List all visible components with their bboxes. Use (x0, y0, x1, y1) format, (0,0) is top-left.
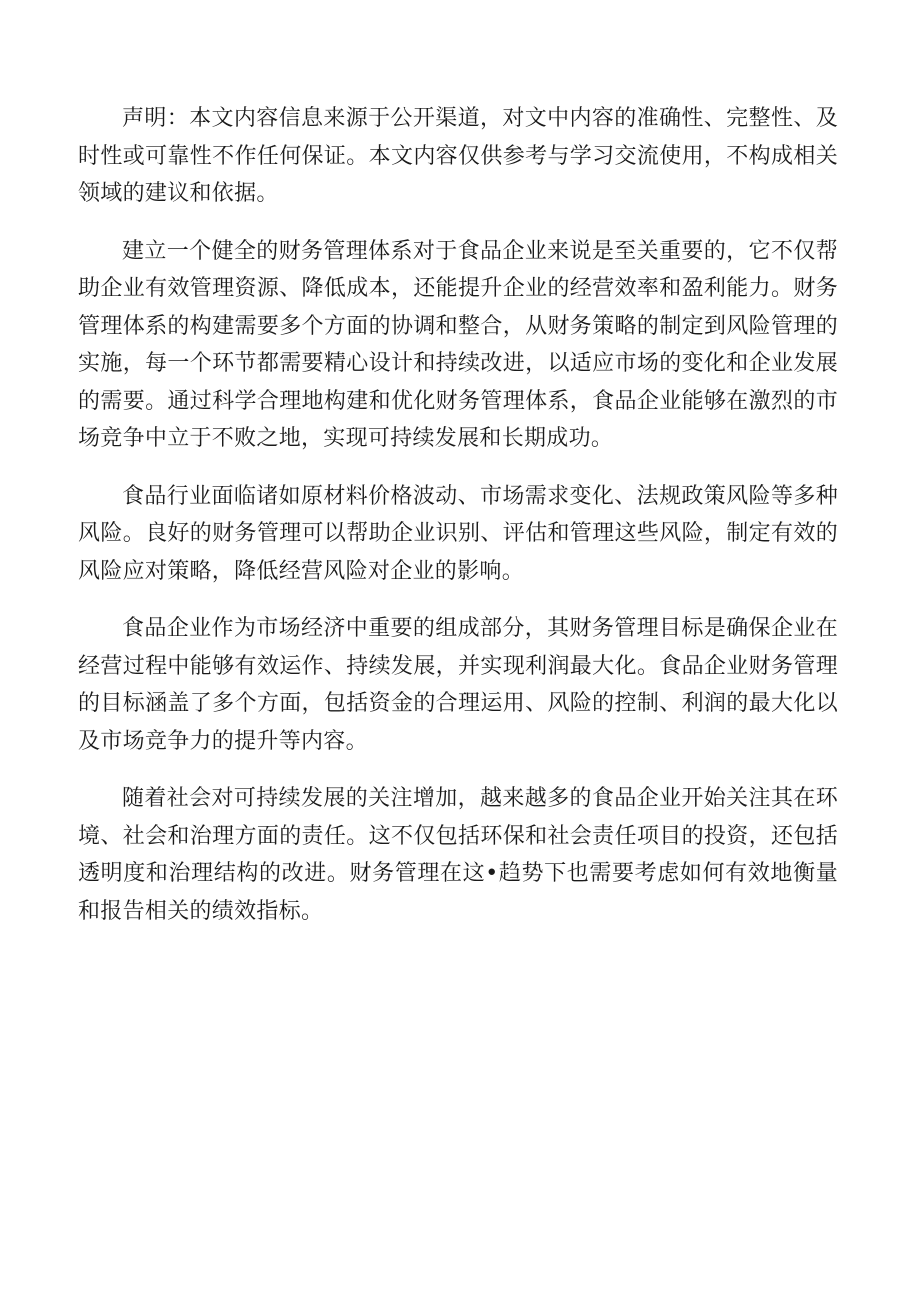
body-paragraph-goals: 食品企业作为市场经济中重要的组成部分，其财务管理目标是确保企业在经营过程中能够有效运作、持续发展，并实现利润最大化。食品企业财务管理的目标涵盖了多个方面，包括资金的合理运用、风险的控制、利润的最大化以及市场竞争力的提升等内容。 (78, 616, 838, 754)
body-paragraph-financial-system: 建立一个健全的财务管理体系对于食品企业来说是至关重要的，它不仅帮助企业有效管理资源、降低成本，还能提升企业的经营效率和盈利能力。财务管理体系的构建需要多个方面的协调和整合，从财务策略的制定到风险管理的实施，每一个环节都需要精心设计和持续改进，以适应市场的变化和企业发展的需要。通过科学合理地构建和优化财务管理体系，食品企业能够在激烈的市场竞争中立于不败之地，实现可持续发展和长期成功。 (78, 238, 838, 451)
body-paragraph-sustainability: 随着社会对可持续发展的关注增加，越来越多的食品企业开始关注其在环境、社会和治理方面的责任。这不仅包括环保和社会责任项目的投资，还包括透明度和治理结构的改进。财务管理在这•趋势下也需要考虑如何有效地衡量和报告相关的绩效指标。 (78, 786, 838, 924)
disclaimer-paragraph: 声明：本文内容信息来源于公开渠道，对文中内容的准确性、完整性、及时性或可靠性不作任何保证。本文内容仅供参考与学习交流使用，不构成相关领域的建议和依据。 (78, 106, 838, 206)
body-paragraph-risk: 食品行业面临诸如原材料价格波动、市场需求变化、法规政策风险等多种风险。良好的财务管理可以帮助企业识别、评估和管理这些风险，制定有效的风险应对策略，降低经营风险对企业的影响。 (78, 483, 838, 584)
